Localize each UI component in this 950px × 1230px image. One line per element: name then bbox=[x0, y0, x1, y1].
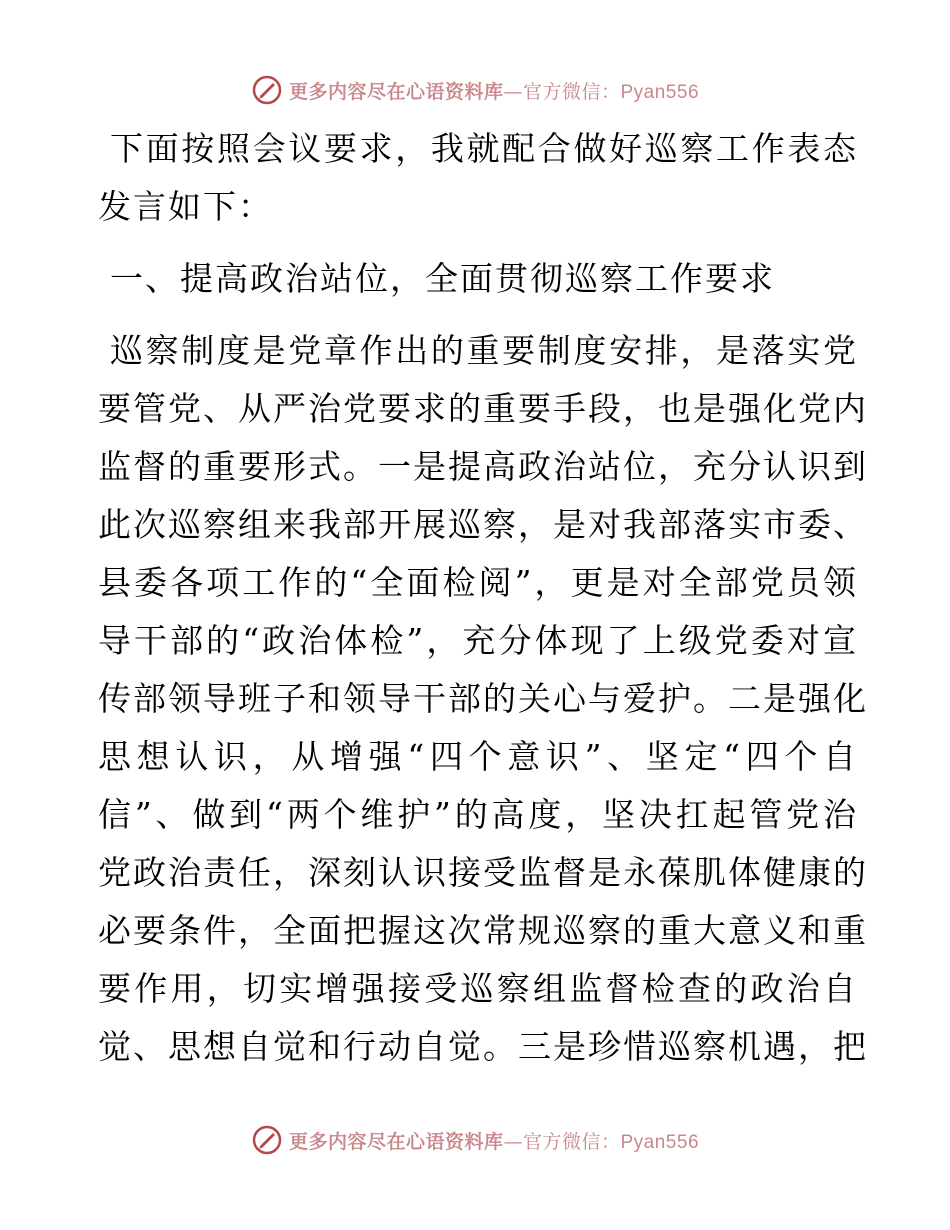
intro-line-1: 下面按照会议要求，我就配合做好巡察工作表态 bbox=[110, 129, 858, 168]
body-line-11: 必要条件，全面把握这次常规巡察的重大意义和重 bbox=[98, 911, 868, 950]
intro-line-2: 发言如下： bbox=[98, 187, 273, 226]
body-line-5: 县委各项工作的“全面检阅”，更是对全部党员领 bbox=[98, 563, 858, 602]
watermark-sub: 官方微信： bbox=[522, 80, 621, 103]
body-line-12: 要作用，切实增强接受巡察组监督检查的政治自 bbox=[98, 969, 858, 1008]
watermark-dash: — bbox=[503, 80, 523, 103]
watermark-text bbox=[289, 1127, 699, 1154]
quill-logo-icon bbox=[251, 74, 283, 106]
body-line-4: 此次巡察组来我部开展巡察，是对我部落实市委、 bbox=[98, 505, 868, 544]
body-line-9: 信”、做到“两个维护”的高度，坚决扛起管党治 bbox=[98, 795, 858, 834]
watermark-dash: — bbox=[503, 1130, 523, 1153]
watermark-wechat-id: Pyan556 bbox=[620, 1131, 700, 1153]
body-line-2: 要管党、从严治党要求的重要手段，也是强化党内 bbox=[98, 389, 868, 428]
watermark-wechat-id: Pyan556 bbox=[620, 81, 700, 103]
watermark-text bbox=[289, 77, 699, 104]
document-body bbox=[98, 120, 868, 1076]
body-line-10: 党政治责任，深刻认识接受监督是永葆肌体健康的 bbox=[98, 853, 868, 892]
watermark-main: 更多内容尽在心语资料库 bbox=[288, 1130, 504, 1153]
body-line-13: 觉、思想自觉和行动自觉。三是珍惜巡察机遇，把 bbox=[98, 1027, 868, 1066]
section-heading: 一、提高政治站位，全面贯彻巡察工作要求 bbox=[110, 259, 775, 298]
header-watermark bbox=[0, 70, 950, 110]
footer-watermark bbox=[0, 1120, 950, 1160]
watermark-sub: 官方微信： bbox=[522, 1130, 621, 1153]
body-line-7: 传部领导班子和领导干部的关心与爱护。二是强化 bbox=[98, 679, 868, 718]
body-line-1: 巡察制度是党章作出的重要制度安排，是落实党 bbox=[110, 331, 858, 370]
quill-logo-icon bbox=[251, 1124, 283, 1156]
body-line-3: 监督的重要形式。一是提高政治站位，充分认识到 bbox=[98, 447, 868, 486]
body-line-6: 导干部的“政治体检”，充分体现了上级党委对宣 bbox=[98, 621, 858, 660]
watermark-main: 更多内容尽在心语资料库 bbox=[288, 80, 504, 103]
body-line-8: 思想认识，从增强“四个意识”、坚定“四个自 bbox=[98, 737, 858, 776]
